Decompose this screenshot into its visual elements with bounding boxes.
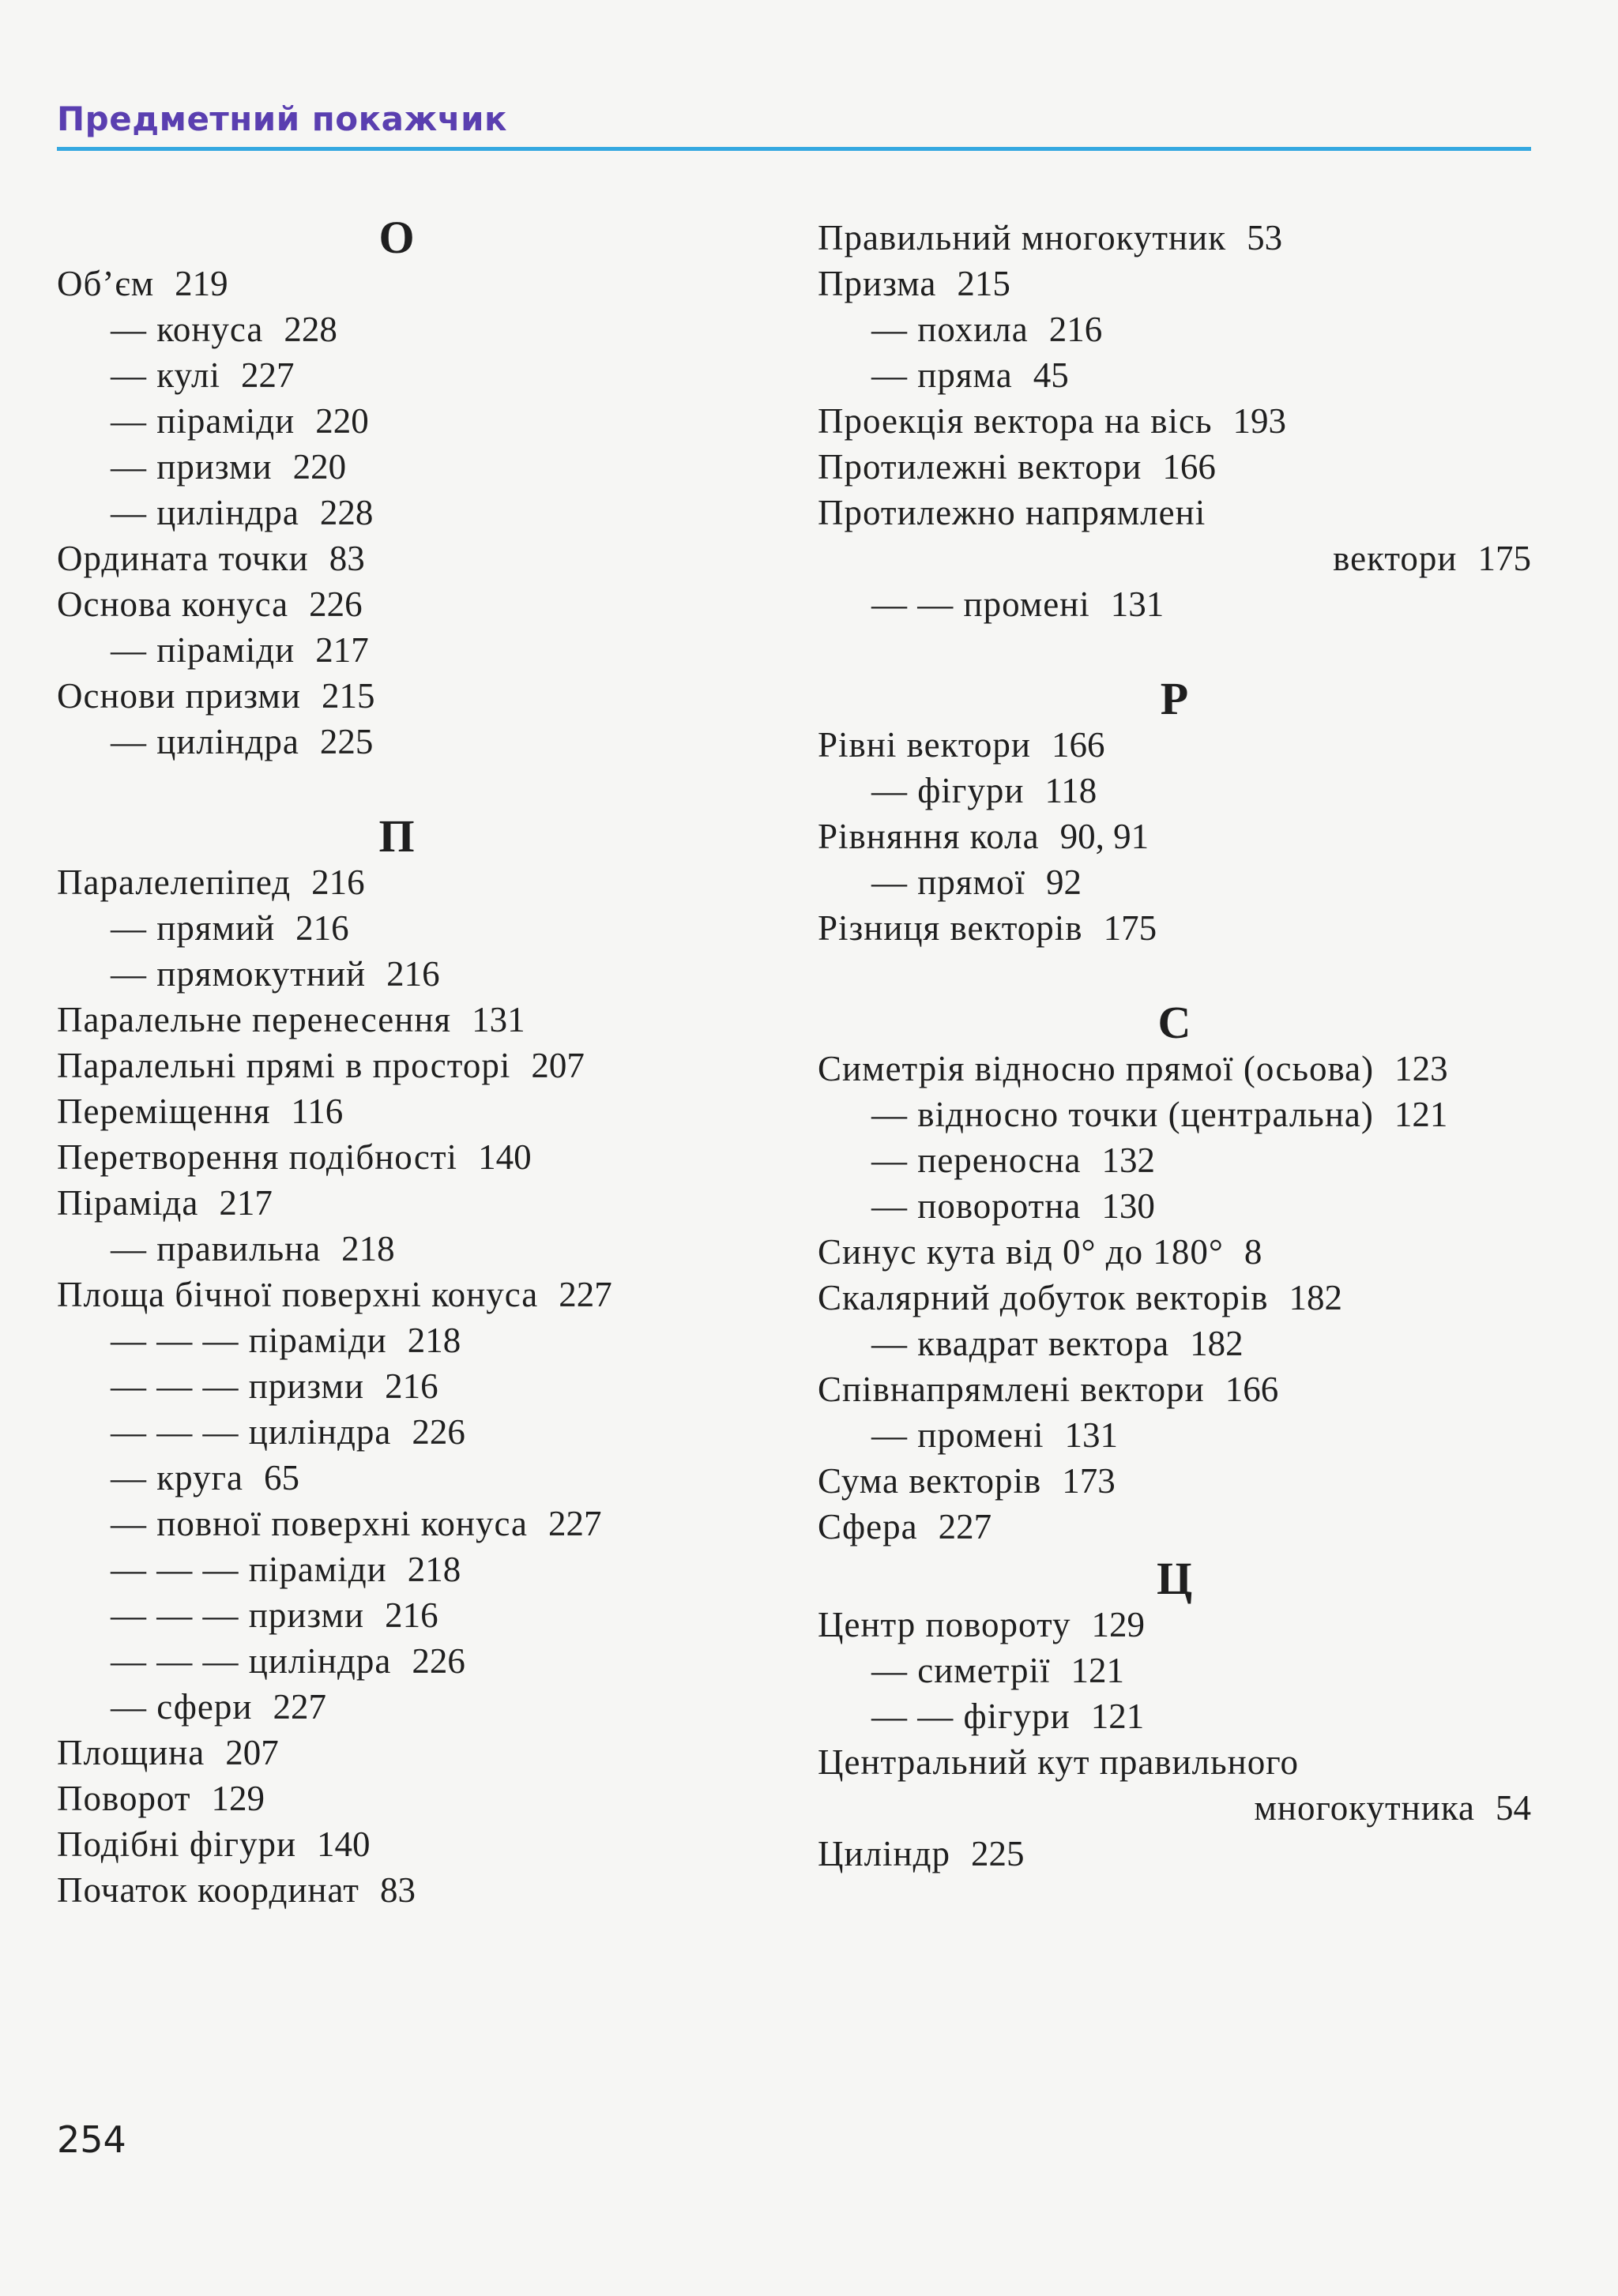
index-term: Сфера [818,1507,918,1546]
index-term: Центр повороту [818,1605,1071,1644]
page-reference: 121 [1071,1651,1124,1690]
page-reference: 218 [407,1550,461,1589]
index-term: Сума векторів [818,1461,1042,1501]
index-entry [818,1602,1531,1648]
index-term: — — промені [871,584,1090,624]
page-reference: 217 [219,1183,273,1223]
index-term: — циліндра [111,722,299,761]
index-term: — промені [871,1415,1044,1455]
index-subentry [57,306,736,352]
index-term: Правильний многокутник [818,218,1227,257]
index-subentry [818,1183,1531,1229]
page-reference: 45 [1033,355,1069,395]
index-term: — поворотна [871,1186,1082,1226]
index-entry [818,1275,1531,1321]
page-reference: 216 [311,862,365,902]
index-term: Призма [818,264,937,303]
page-title: Предметний покажчик [57,100,508,138]
page-reference: 131 [1064,1415,1119,1455]
page-reference: 227 [938,1507,992,1546]
index-entry [818,1739,1531,1785]
page-reference: 227 [559,1275,612,1314]
index-entry [57,1730,736,1776]
index-right-column [818,215,1531,1877]
index-entry [818,215,1531,261]
index-subentry [818,352,1531,398]
index-term: — похила [871,310,1029,349]
index-term: Синус кута від 0° до 180° [818,1232,1224,1272]
index-term: — — фігури [871,1697,1071,1736]
index-term: — піраміди [111,401,295,441]
index-entry [57,997,736,1043]
index-entry [57,261,736,306]
page-reference: 220 [315,401,369,441]
index-term: Основи призми [57,676,301,716]
page-reference: 216 [1048,310,1103,349]
index-term: — — — призми [111,1595,365,1635]
index-entry [818,814,1531,859]
index-subentry [818,1137,1531,1183]
index-term: — — — призми [111,1366,365,1406]
index-subentry [57,1546,736,1592]
page-reference: 8 [1244,1232,1262,1272]
index-subentry [57,627,736,673]
page-reference: 175 [1477,539,1531,578]
page-reference: 226 [412,1412,465,1452]
index-entry [57,581,736,627]
page-reference: 121 [1090,1697,1145,1736]
index-term: Проекція вектора на вісь [818,401,1213,441]
page-reference: 140 [478,1137,532,1177]
page-reference: 193 [1232,401,1286,441]
page-reference: 216 [295,908,349,948]
page-reference: 132 [1101,1140,1156,1180]
index-entry-continuation [818,1785,1531,1831]
index-term: Основа конуса [57,584,289,624]
index-term: — симетрії [871,1651,1051,1690]
index-term: Подібні фігури [57,1824,297,1864]
index-left-column [57,212,736,1913]
page-reference: 216 [385,1366,438,1406]
index-subentry [57,1501,736,1546]
page-reference: 215 [957,264,1010,303]
index-term: Об’єм [57,264,155,303]
index-term: — пряма [871,355,1013,395]
page-reference: 225 [971,1834,1025,1873]
index-entry [818,1366,1531,1412]
page-reference: 53 [1247,218,1283,257]
index-term: Поворот [57,1779,191,1818]
index-term: — — — піраміди [111,1321,387,1360]
index-subentry [57,1684,736,1730]
page-reference: 225 [319,722,374,761]
page-reference: 228 [284,310,337,349]
index-entry [818,261,1531,306]
index-term: Переміщення [57,1092,271,1131]
page-reference: 228 [319,493,374,532]
index-term: — правильна [111,1229,322,1268]
index-subentry [57,490,736,535]
index-subentry [818,1648,1531,1693]
index-entry [57,859,736,905]
page-reference: 140 [317,1824,371,1864]
index-subentry [57,1592,736,1638]
index-subentry [57,1638,736,1684]
index-term: — — — циліндра [111,1641,392,1681]
index-entry [818,1229,1531,1275]
page-reference: 227 [273,1687,326,1727]
index-term: Площа бічної поверхні конуса [57,1275,539,1314]
index-subentry [818,1693,1531,1739]
page-reference: 182 [1190,1324,1244,1363]
page-reference: 218 [341,1229,395,1268]
page-reference: 215 [322,676,375,716]
index-subentry [57,352,736,398]
index-subentry [57,951,736,997]
index-term: Різниця векторів [818,908,1083,948]
page-reference: 219 [175,264,228,303]
index-subentry [818,581,1531,627]
page-reference: 226 [412,1641,465,1681]
section-letter: П [378,810,415,862]
index-term: Симетрія відносно прямої (осьова) [818,1049,1375,1088]
index-term: — відносно точки (центральна) [871,1095,1374,1134]
page-reference: 166 [1052,725,1105,765]
index-entry [818,722,1531,768]
index-term: — конуса [111,310,264,349]
page-reference: 166 [1225,1370,1279,1409]
index-term: Рівняння кола [818,817,1040,856]
index-subentry [57,905,736,951]
page-reference: 90, 91 [1059,817,1150,856]
page-reference: 227 [240,355,295,395]
index-term: — прямокутний [111,954,367,994]
index-term: Протилежно напрямлені [818,493,1206,532]
index-term: — циліндра [111,493,299,532]
index-entry [818,905,1531,951]
index-entry [818,1504,1531,1550]
index-entry [818,444,1531,490]
index-term: Центральний кут правильного [818,1742,1300,1782]
index-term: — круга [111,1458,243,1497]
index-entry [57,1180,736,1226]
page-reference: 166 [1162,447,1216,487]
index-subentry [818,768,1531,814]
page-reference: 173 [1062,1461,1116,1501]
index-entry [57,1272,736,1317]
section-letter: Ц [1156,1553,1193,1604]
page-reference: 175 [1103,908,1157,948]
index-term: Площина [57,1733,205,1772]
index-entry-continuation [818,535,1531,581]
page-reference: 54 [1496,1788,1531,1828]
page-reference: 130 [1101,1186,1155,1226]
index-term: — прямий [111,908,276,948]
page-number: 254 [57,2118,126,2161]
index-term: Початок координат [57,1870,359,1910]
section-letter: С [1157,997,1191,1048]
index-subentry [57,1455,736,1501]
index-term: — призми [111,447,273,487]
index-entry [57,1134,736,1180]
index-subentry [57,1363,736,1409]
page-reference: 129 [1091,1605,1146,1644]
index-term: Співнапрямлені вектори [818,1370,1205,1409]
page-reference: 65 [263,1458,299,1497]
index-subentry [57,1317,736,1363]
header-divider [57,147,1531,151]
section-letter: Р [1160,673,1189,724]
page-reference: 123 [1394,1049,1448,1088]
index-subentry [818,859,1531,905]
index-subentry [57,398,736,444]
index-term: Перетворення подібності [57,1137,458,1177]
index-entry [57,1043,736,1088]
index-subentry [818,306,1531,352]
index-term: — піраміди [111,630,295,670]
index-term: — сфери [111,1687,253,1727]
page-reference: 118 [1044,771,1097,810]
index-entry [57,673,736,719]
index-subentry [57,719,736,765]
page-reference: 131 [1110,584,1165,624]
page-reference: 129 [211,1779,265,1818]
page-reference: 226 [309,584,363,624]
section-letter: О [378,212,415,263]
page-reference: 116 [291,1092,344,1131]
index-subentry [818,1092,1531,1137]
index-subentry [57,1226,736,1272]
index-term: — фігури [871,771,1025,810]
index-term: многокутника [1254,1788,1475,1828]
page-reference: 216 [385,1595,438,1635]
index-term: Рівні вектори [818,725,1031,765]
index-term: Паралельне перенесення [57,1000,452,1039]
index-term: Скалярний добуток векторів [818,1278,1269,1317]
index-entry [57,1776,736,1821]
page-reference: 220 [292,447,347,487]
page-reference: 83 [379,1870,416,1910]
index-term: вектори [1333,539,1458,578]
index-subentry [57,444,736,490]
page-reference: 121 [1394,1095,1448,1134]
index-entry [57,1867,736,1913]
page-reference: 182 [1289,1278,1343,1317]
index-term: — — — циліндра [111,1412,392,1452]
index-entry [818,398,1531,444]
page-reference: 218 [407,1321,461,1360]
index-entry [818,1046,1531,1092]
page-reference: 217 [315,630,369,670]
index-term: — прямої [871,862,1026,902]
index-entry [818,1458,1531,1504]
index-term: Паралелепіпед [57,862,292,902]
page-reference: 92 [1046,862,1082,902]
index-term: Піраміда [57,1183,199,1223]
index-term: — квадрат вектора [871,1324,1170,1363]
page-reference: 216 [386,954,440,994]
index-entry [818,490,1531,535]
index-term: Паралельні прямі в просторі [57,1046,511,1085]
index-subentry [57,1409,736,1455]
index-term: — — — піраміди [111,1550,387,1589]
page-reference: 207 [531,1046,585,1085]
index-term: Циліндр [818,1834,951,1873]
index-term: — переносна [871,1140,1082,1180]
index-term: — повної поверхні конуса [111,1504,528,1543]
index-term: Ордината точки [57,539,309,578]
index-entry [57,535,736,581]
page-reference: 83 [329,539,365,578]
index-term: — кулі [111,355,220,395]
index-term: Протилежні вектори [818,447,1142,487]
page-reference: 227 [547,1504,602,1543]
index-entry [57,1821,736,1867]
index-subentry [818,1412,1531,1458]
page-reference: 207 [225,1733,279,1772]
index-subentry [818,1321,1531,1366]
index-entry [57,1088,736,1134]
page-reference: 131 [472,1000,525,1039]
index-entry [818,1831,1531,1877]
